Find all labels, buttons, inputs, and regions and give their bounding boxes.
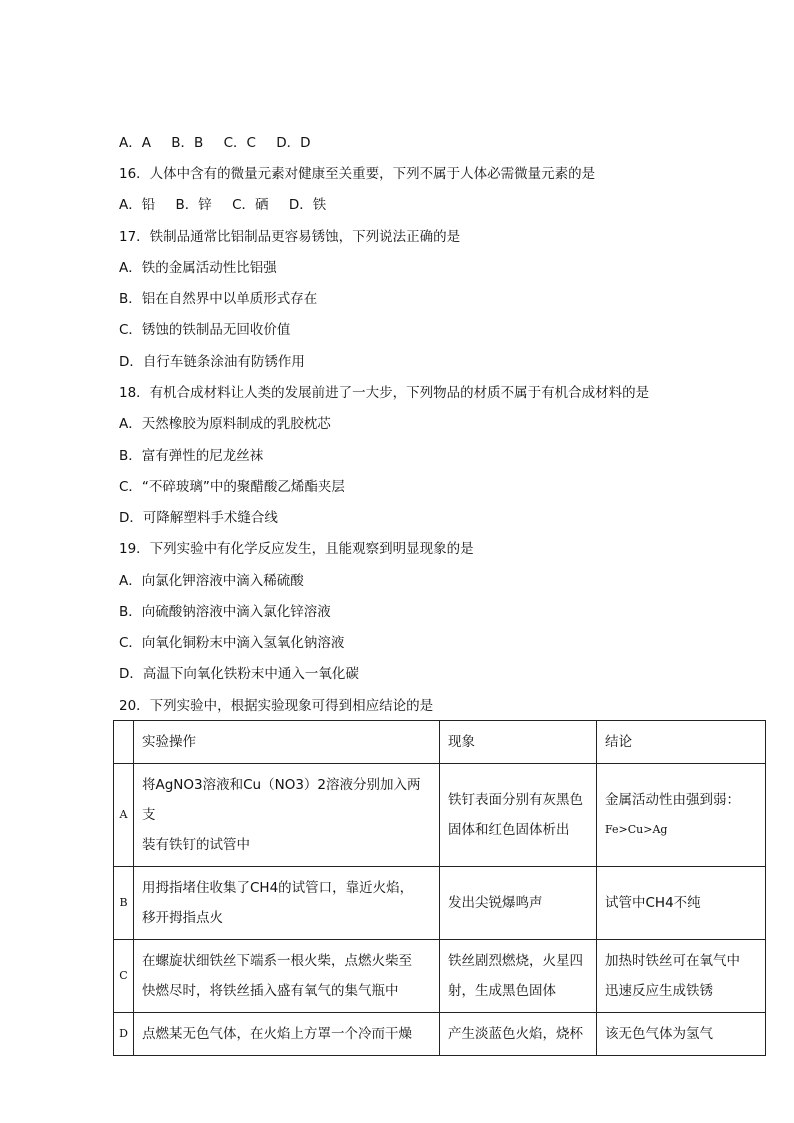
q16-option-c: C．硒 bbox=[232, 197, 269, 213]
conclusion-cell bbox=[597, 1013, 766, 1056]
row-label: B bbox=[114, 867, 134, 940]
q15-options bbox=[119, 134, 327, 152]
table-row bbox=[114, 940, 766, 1013]
phenomenon-cell bbox=[440, 867, 597, 940]
operation-line: 点燃某无色气体，在火焰上方罩一个冷而干燥 bbox=[142, 1026, 412, 1042]
q17-option-b: B．铝在自然界中以单质形式存在 bbox=[119, 291, 318, 307]
operation-line: 快燃尽时，将铁丝插入盛有氧气的集气瓶中 bbox=[142, 983, 399, 999]
operation-cell bbox=[134, 764, 440, 867]
operation-line: 将AgNO3溶液和Cu（NO3）2溶液分别加入两支 bbox=[142, 777, 421, 823]
header-label-cell bbox=[114, 721, 134, 764]
phenomenon-line: 产生淡蓝色火焰，烧杯 bbox=[448, 1026, 583, 1042]
row-label: C bbox=[114, 940, 134, 1013]
phenomenon-cell bbox=[440, 1013, 597, 1056]
operation-cell bbox=[134, 867, 440, 940]
conclusion-line: 迅速反应生成铁锈 bbox=[605, 983, 713, 999]
header-operation: 实验操作 bbox=[134, 721, 440, 764]
q19-option-b: B．向硫酸钠溶液中滴入氯化锌溶液 bbox=[119, 604, 331, 620]
table-row bbox=[114, 1013, 766, 1056]
q17-option-a: A．铁的金属活动性比铝强 bbox=[119, 260, 277, 276]
q19-option-c: C．向氧化铜粉末中滴入氢氧化钠溶液 bbox=[119, 635, 345, 651]
q19-option-a: A．向氯化钾溶液中滴入稀硫酸 bbox=[119, 573, 304, 589]
header-phenomenon: 现象 bbox=[440, 721, 597, 764]
q17-option-c: C．锈蚀的铁制品无回收价值 bbox=[119, 322, 291, 338]
phenomenon-line: 铁丝剧烈燃烧，火星四 bbox=[448, 953, 583, 969]
operation-line: 移开拇指点火 bbox=[142, 910, 223, 926]
q18-option-d: D．可降解塑料手术缝合线 bbox=[119, 510, 278, 526]
q17-stem: 17．铁制品通常比铝制品更容易锈蚀，下列说法正确的是 bbox=[119, 229, 461, 245]
q19-stem: 19．下列实验中有化学反应发生，且能观察到明显现象的是 bbox=[119, 541, 474, 557]
phenomenon-cell bbox=[440, 764, 597, 867]
conclusion-line: 金属活动性由强到弱： bbox=[605, 792, 740, 808]
q17-option-d: D．自行车链条涂油有防锈作用 bbox=[119, 354, 305, 370]
conclusion-cell bbox=[597, 940, 766, 1013]
experiment-table bbox=[113, 720, 766, 1056]
header-conclusion: 结论 bbox=[597, 721, 766, 764]
operation-line: 用拇指堵住收集了CH4的试管口，靠近火焰， bbox=[142, 880, 414, 896]
phenomenon-line: 铁钉表面分别有灰黑色 bbox=[448, 792, 583, 808]
q19-option-d: D．高温下向氧化铁粉末中通入一氧化碳 bbox=[119, 666, 359, 682]
table-row bbox=[114, 764, 766, 867]
q15-option-b: B．B bbox=[171, 135, 204, 151]
conclusion-line: 试管中CH4不纯 bbox=[605, 895, 701, 911]
table-header-row bbox=[114, 721, 766, 764]
operation-line: 在螺旋状细铁丝下端系一根火柴，点燃火柴至 bbox=[142, 953, 412, 969]
conclusion-line: Fe>Cu>Ag bbox=[605, 823, 668, 836]
operation-line: 装有铁钉的试管中 bbox=[142, 837, 250, 853]
phenomenon-line: 射，生成黑色固体 bbox=[448, 983, 556, 999]
operation-cell bbox=[134, 1013, 440, 1056]
row-label: D bbox=[114, 1013, 134, 1056]
conclusion-line: 加热时铁丝可在氧气中 bbox=[605, 953, 740, 969]
q18-option-a: A．天然橡胶为原料制成的乳胶枕芯 bbox=[119, 416, 331, 432]
operation-cell bbox=[134, 940, 440, 1013]
phenomenon-line: 固体和红色固体析出 bbox=[448, 822, 570, 838]
phenomenon-line: 发出尖锐爆鸣声 bbox=[448, 895, 543, 911]
phenomenon-cell bbox=[440, 940, 597, 1013]
q16-option-d: D．铁 bbox=[288, 197, 327, 213]
q18-stem: 18．有机合成材料让人类的发展前进了一大步，下列物品的材质不属于有机合成材料的是 bbox=[119, 385, 650, 401]
q16-option-a: A．铅 bbox=[119, 197, 156, 213]
q16-option-b: B．锌 bbox=[175, 197, 212, 213]
q18-option-c: C．“不碎玻璃”中的聚醋酸乙烯酯夹层 bbox=[119, 479, 345, 495]
conclusion-cell bbox=[597, 764, 766, 867]
q18-option-b: B．富有弹性的尼龙丝袜 bbox=[119, 448, 264, 464]
conclusion-cell bbox=[597, 867, 766, 940]
q20-stem: 20．下列实验中，根据实验现象可得到相应结论的是 bbox=[119, 698, 434, 714]
q16-options bbox=[119, 196, 342, 214]
conclusion-line: 该无色气体为氢气 bbox=[605, 1026, 713, 1042]
q15-option-c: C．C bbox=[223, 135, 256, 151]
q15-option-a: A．A bbox=[119, 135, 151, 151]
q16-stem: 16．人体中含有的微量元素对健康至关重要，下列不属于人体必需微量元素的是 bbox=[119, 166, 596, 182]
row-label: A bbox=[114, 764, 134, 867]
q15-option-d: D．D bbox=[276, 135, 311, 151]
table-row bbox=[114, 867, 766, 940]
